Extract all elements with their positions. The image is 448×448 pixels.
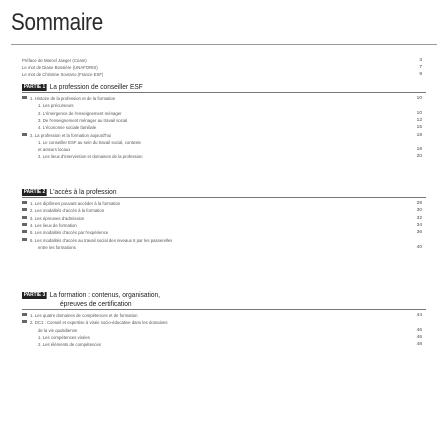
toc-entry-label: et acteurs locaux [38,147,71,153]
bullet-marker [22,96,27,99]
toc-entry-text [38,124,96,131]
page-title: Sommaire [11,9,103,36]
toc-entry [0,341,422,348]
toc-entry-page: 48 [416,342,422,348]
toc-entry-label: 1. Les précurseurs [38,103,74,109]
toc-entry [0,215,422,222]
toc-entry-page: 32 [416,215,422,221]
toc-entry-label: 6. Les modalités d'accès au travail social des niveaux 6 par les passerelles [30,237,173,243]
bullet-marker [22,223,27,226]
toc-entry [0,200,422,207]
toc-entry-label: 1. Les diplômes pouvant accéder à la formation [30,201,121,206]
bullet-marker [22,320,27,323]
toc-entry [0,132,422,139]
toc-entry [0,244,422,251]
chapter-tag: PARTIE 2 [23,189,46,195]
toc-entry-label: 2. Les éléments de compétences [38,342,102,348]
toc-entry [0,222,422,229]
toc-entry-text [38,244,76,251]
front-entry-text [22,64,98,71]
toc-entry-text [22,229,108,236]
toc-entry-text [22,237,172,244]
bullet-marker [22,201,27,204]
toc-entry-text [22,312,138,319]
toc-entry-text [22,207,104,214]
chapter-rule [22,309,426,310]
front-entry-page: 7 [419,65,422,70]
front-entry-label: Préface de Marcel Jaeger (Cnam) [22,58,87,63]
toc-entry [0,334,422,341]
toc-entry-label: de la vie quotidienne [38,327,78,333]
toc-entry-label: 3. Les épreuves d'admission [30,215,85,221]
front-entry [0,64,422,71]
front-entry-label: Le mot de Diane Bossière (UNAFORIS) [22,65,98,70]
toc-entry-text [38,153,143,160]
bullet-marker [22,230,27,233]
toc-entry-label: 1. Le conseiller ESF au sein du travail social, contexte [38,139,141,145]
chapter-rule [22,92,426,93]
toc-entry-page: 30 [416,208,422,214]
toc-entry-label: 2. La profession et la formation aujourd'hui [30,132,112,138]
chapter-tag: PARTIE 1 [23,84,46,90]
chapter-tag: PARTIE 3 [23,292,46,298]
toc-entry-label: 1. Les quatre domaines de compétences et de formation [30,313,138,318]
toc-entry-label: 2. DC1 : Conseil et expertise à visée socio-éducative dans les domaines [30,320,168,326]
front-entry-label: Le mot de Christine Sovrano (France ESF) [22,72,104,77]
toc-entry-text [38,117,127,124]
toc-entry-page: 10 [416,110,422,116]
toc-entry-page: 46 [416,334,422,340]
chapter-heading[interactable] [22,290,160,299]
front-entry-page: 9 [419,72,422,77]
toc-entry [0,117,422,124]
toc-entry-page: 46 [416,327,422,333]
bullet-marker [22,208,27,211]
toc-entry-page: 15 [416,125,422,131]
toc-entry-label: 3. De l'enseignement ménager au travail social [38,117,128,123]
chapter-title: L'accès à la profession [49,187,117,196]
toc-entry-text [38,327,77,334]
toc-entry-label: 2. Les lieux d'intervention et domaines de la profession [38,154,143,160]
toc-entry [0,124,422,131]
toc-entry-text [38,146,70,153]
front-entry [0,71,422,78]
toc-entry [0,102,422,109]
toc-entry-page: 34 [416,222,422,228]
toc-entry [0,110,422,117]
toc-entry-label: 1. Les compétences visées [38,334,90,340]
toc-entry [0,237,422,244]
front-entry-page: 3 [419,58,422,63]
toc-entry-text [22,95,115,102]
toc-entry-text [38,139,141,146]
toc-entry-text [38,102,74,109]
toc-entry-page: 10 [416,96,422,101]
toc-entry-label: 2. Les modalités d'accès à la formation [30,208,105,214]
toc-entry-label: 5. Les modalités d'accès par l'expérience [30,230,109,236]
front-entry [0,57,422,64]
toc-entry [0,327,422,334]
chapter-rule [22,197,426,198]
front-entry-text [22,71,103,78]
chapter-title: La profession de conseiller ESF [49,82,143,91]
toc-entry-text [22,215,84,222]
toc-entry-page: 18 [416,132,422,138]
toc-entry-page: 20 [416,154,422,160]
toc-entry [0,319,422,326]
toc-entry [0,95,422,102]
bullet-marker [22,313,27,316]
toc-entry-page: 28 [416,201,422,206]
toc-entry-text [22,319,168,326]
toc-entry [0,153,422,160]
toc-entry-text [38,334,90,341]
bullet-marker [22,238,27,241]
toc-entry-page: 36 [416,230,422,236]
toc-entry [0,312,422,319]
toc-entry-label: 4. L'économie sociale familiale [38,125,97,131]
chapter-heading[interactable] [22,82,143,91]
bullet-marker [22,133,27,136]
bullet-marker [22,216,27,219]
toc-entry-label: 4. Les lieux de formation [30,222,77,228]
toc-entry-page: 44 [416,313,422,318]
toc-entry-text [22,132,111,139]
chapter-subtitle: épreuves de certification [60,299,132,308]
toc-entry-label: 1. Histoire de la profession et de la formation [30,96,116,101]
toc-entry-page: 40 [416,244,422,250]
toc-entry [0,146,422,153]
toc-entry-page: 12 [416,117,422,123]
chapter-heading[interactable] [22,187,117,196]
chapter-title: La formation : contenus, organisation, [49,290,161,299]
toc-entry [0,229,422,236]
toc-entry-page: 18 [416,147,422,153]
toc-entry-label: entre les formations [38,244,76,250]
toc-entry [0,207,422,214]
toc-entry [0,139,422,146]
toc-entry-text [38,110,122,117]
toc-entry-text [22,200,120,207]
toc-entry-label: 2. L'émergence de l'enseignement ménager [38,110,122,116]
front-entry-text [22,57,87,64]
toc-entry-text [38,341,101,348]
title-rule [11,44,437,45]
toc-entry-text [22,222,77,229]
